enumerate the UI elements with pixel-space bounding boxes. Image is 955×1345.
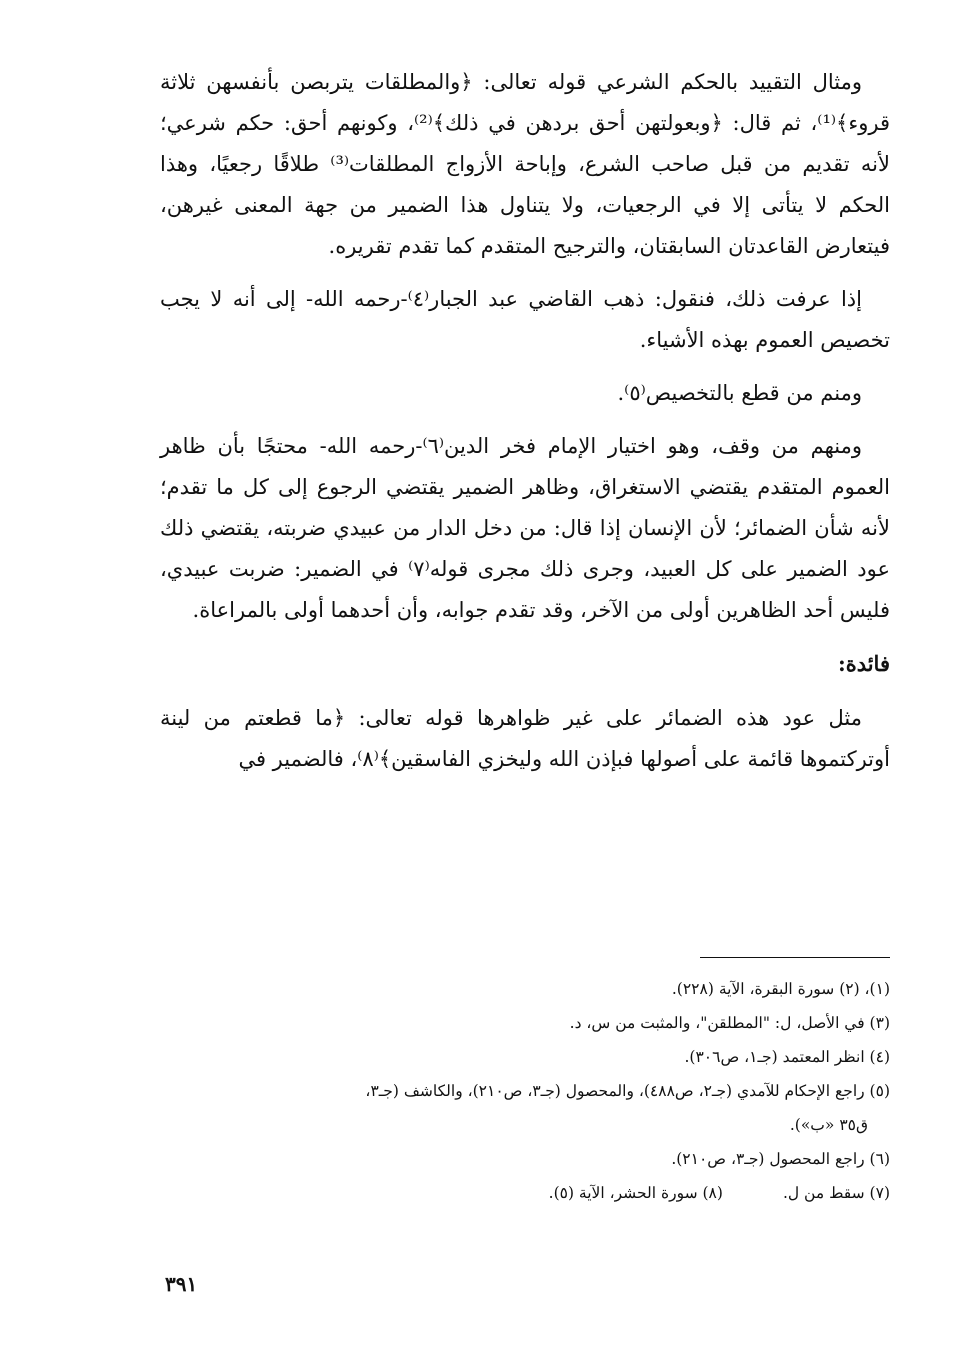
paragraph-3: ومنم من قطع بالتخصيص⁽٥⁾.: [617, 381, 862, 405]
footnote-6: (٦) راجع المحصول (جـ٣، ص٢١٠).: [671, 1150, 890, 1168]
footnote-1-2: (١)، (٢) سورة البقرة، الآية (٢٢٨).: [671, 980, 890, 998]
footnote-5: (٥) راجع الإحكام للآمدي (جـ٢، ص٤٨٨)، والمحصول (جـ٣، ص٢١٠)، والكاشف (جـ٣،: [365, 1082, 890, 1100]
paragraph-5: مثل عود هذه الضمائر على غير ظواهرها قوله تعالى: ﴿ما قطعتم من لينة أوتركتموها قائمة على أصولها فبإذن الله وليخزي الفاسقين﴾⁽٨⁾، فالضمير في: [160, 706, 890, 771]
paragraph-2: إذا عرفت ذلك، فنقول: ذهب القاضي عبد الجبار⁽٤⁾-رحمه الله- إلى أنه لا يجب تخصيص العموم بهذه الأشياء.: [160, 287, 890, 352]
footnote-5-continued: ق٣٥ «ب»).: [789, 1116, 868, 1134]
footnotes: [160, 975, 890, 1213]
paragraph-1: ومثال التقييد بالحكم الشرعي قوله تعالى: ﴿والمطلقات يتربصن بأنفسهن ثلاثة قروء﴾⁽¹⁾، ثم قال: ﴿وبعولتهن أحق بردهن في ذلك﴾⁽²⁾، وكونهم أحق: حكم شرعي؛ لأنه تقديم من قبل صاحب الشرع، وإباحة الأزواج المطلقات⁽³⁾ طلاقًا رجعيًا، وهذا الحكم لا يتأتى إلا في الرجعيات، ولا يتناول هذا الضمير من جهة المعنى غيرهن، فيتعارض القاعدتان السابقتان، والترجيح المتقدم كما تقدم تقريره.: [160, 70, 890, 258]
paragraph-4: ومنهم من وقف، وهو اختيار الإمام فخر الدين⁽٦⁾-رحمه الله- محتجًا بأن ظاهر العموم المتقدم يقتضي الاستغراق، وظاهر الضمير يقتضي الرجوع إلى كل ما تقدم؛ لأنه شأن الضمائر؛ لأن الإنسان إذا قال: من دخل الدار من عبيدي ضربته، يقتضي ذلك عود الضمير على كل العبيد، وجرى ذلك مجرى قوله⁽٧⁾ في الضمير: ضربت عبيدي، فليس أحد الظاهرين أولى من الآخر، وقد تقدم جوابه، وأن أحدهما أولى بالمراعاة.: [160, 434, 890, 622]
footnote-divider: [700, 957, 890, 958]
footnote-7: (٧) سقط من ل.: [782, 1184, 890, 1202]
footnote-3: (٣) في الأصل، ل: "المطلقن"، والمثبت من س، د.: [569, 1014, 890, 1032]
footnote-8: (٨) سورة الحشر، الآية (٥).: [548, 1184, 723, 1202]
page-number: ٣٩١: [165, 1272, 198, 1296]
footnote-row-7-8: [160, 1179, 890, 1207]
main-text: [160, 62, 890, 792]
footnote-4: (٤) انظر المعتمد (جـ١، ص٣٠٦).: [684, 1048, 890, 1066]
section-heading: فائدة:: [837, 651, 890, 676]
